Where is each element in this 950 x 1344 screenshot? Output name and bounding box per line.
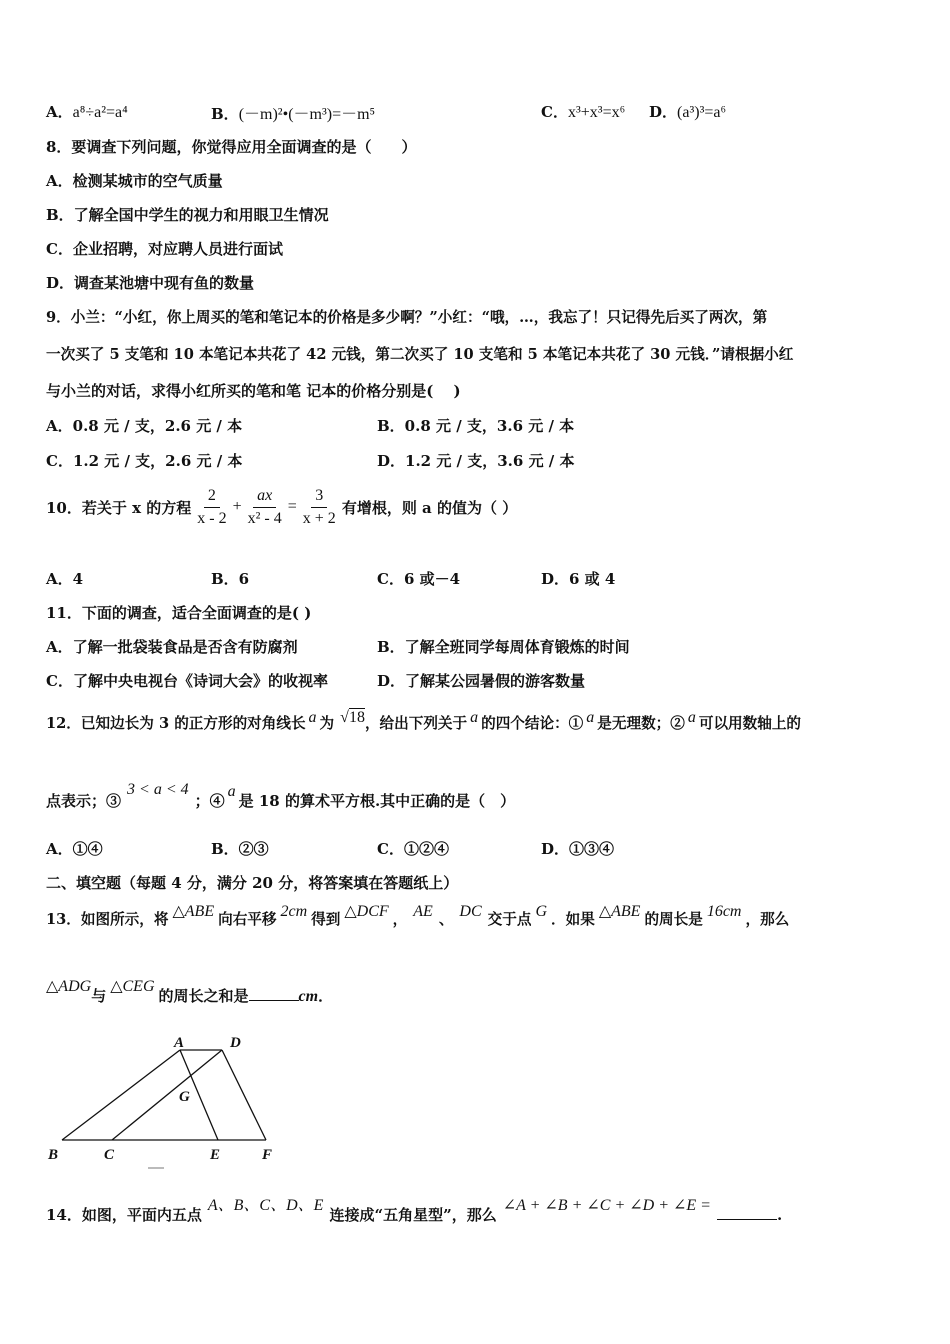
q12-text-3: ，给出下列关于	[364, 715, 468, 732]
q14-angle-sum: ∠A + ∠B + ∠C + ∠D + ∠E =	[502, 1197, 711, 1214]
q9-stem-line3: 与小兰的对话，求得小红所买的笔和笔 记本的价格分别是( )	[46, 382, 461, 400]
q10-f1-den: x - 2	[197, 509, 227, 527]
q13-text-8: 的周长是	[644, 911, 703, 928]
section-2-heading: 二、填空题（每题 4 分，满分 20 分，将答案填在答题纸上）	[46, 874, 459, 892]
q13-figure	[40, 1028, 300, 1178]
q13-stem-line2	[46, 978, 334, 1006]
q10-f3-num: 3	[311, 485, 327, 508]
q8-option-c: C．企业招聘，对应聘人员进行面试	[46, 240, 283, 258]
q14-text-1: 14．如图，平面内五点	[46, 1206, 202, 1224]
q10-f1-num: 2	[204, 485, 220, 508]
q11-option-d: D．了解某公园暑假的游客数量	[377, 672, 586, 690]
q10-f2-den: x² - 4	[247, 509, 282, 527]
q13-text-1: 13．如图所示，将	[46, 911, 169, 928]
q13-tri-adg: △ADG	[46, 978, 92, 995]
q13-tri-abe: △ABE	[172, 903, 215, 920]
segment-ba	[62, 1050, 180, 1140]
label-c: C	[104, 1147, 115, 1163]
q12-sqrt-18: 18	[348, 709, 365, 726]
q13-seg-dc: DC	[459, 903, 482, 920]
q13-tri-abe-2: △ABE	[598, 903, 641, 920]
label-a: A	[174, 1035, 185, 1051]
q7-option-d	[649, 101, 726, 122]
q12-option-d: D．①③④	[541, 840, 615, 858]
q7-option-a-letter: A．	[46, 103, 73, 121]
q14-points: A、B、C、D、E	[207, 1197, 324, 1214]
q10-f3-den: x + 2	[302, 509, 336, 527]
q14-end: .	[776, 1206, 783, 1224]
q10-fraction-2	[244, 485, 286, 530]
q13-text-5: 、	[438, 911, 454, 928]
q12-text-9: 是 18 的算术平方根.其中正确的是（ ）	[238, 792, 516, 810]
q12-stem-line1: 12．已知边长为 3 的正方形的对角线长 a 为 √18，给出下列关于 a 的四个结论：① a 是无理数；② a 可以用数轴上的	[46, 709, 802, 732]
q10-equals: =	[287, 498, 297, 515]
q10-suffix: 有增根，则 a 的值为（ ）	[341, 498, 518, 517]
q7-option-b-letter: B．	[211, 105, 239, 123]
q12-text-8: ；④	[194, 792, 225, 810]
q11-option-c: C．了解中央电视台《诗词大会》的收视率	[46, 672, 328, 690]
q10-option-a: A．4	[46, 570, 84, 588]
q13-stem-line1	[46, 903, 790, 929]
q9-option-d: D．1.2 元 / 支，3.6 元 / 本	[377, 452, 575, 470]
q11-stem: 11．下面的调查，适合全面调查的是( )	[46, 604, 312, 622]
label-b: B	[48, 1147, 59, 1163]
q12-var-a-2: a	[470, 709, 479, 726]
q13-text-11: 的周长之和是	[158, 987, 249, 1005]
q12-var-a-3: a	[586, 709, 595, 726]
q9-option-c: C．1.2 元 / 支，2.6 元 / 本	[46, 452, 243, 470]
q8-stem: 8．要调查下列问题，你觉得应用全面调查的是（ ）	[46, 138, 417, 156]
q13-text-4: ，	[392, 911, 408, 928]
q12-text-5: 是无理数；②	[597, 715, 685, 732]
label-e: E	[210, 1147, 221, 1163]
q14-stem	[46, 1197, 783, 1225]
q12-option-c: C．①②④	[377, 840, 449, 858]
q10-stem	[46, 482, 517, 532]
q7-option-b-text: (－m)²•(－m³)=－m⁵	[238, 106, 376, 123]
q11-option-b: B．了解全班同学每周体育锻炼的时间	[377, 638, 630, 656]
q11-option-a: A．了解一批袋装食品是否含有防腐剂	[46, 638, 298, 656]
q13-end: ．	[318, 987, 334, 1005]
q14-text-2: 连接成“五角星型”，那么	[329, 1206, 497, 1224]
q7-option-c-text: x³+x³=x⁶	[567, 104, 626, 121]
segment-df	[222, 1050, 266, 1140]
q12-text-6: 可以用数轴上的	[698, 715, 802, 732]
q7-option-c-letter: C．	[541, 103, 568, 121]
q12-var-a-4: a	[687, 709, 696, 726]
q9-option-a: A．0.8 元 / 支，2.6 元 / 本	[46, 417, 243, 435]
q10-fraction-1	[193, 485, 230, 530]
q13-seg-ae: AE	[413, 903, 433, 920]
q7-option-d-text: (a³)³=a⁶	[677, 104, 727, 121]
q13-tri-dcf: △DCF	[344, 903, 389, 920]
q14-answer-blank[interactable]	[717, 1219, 777, 1220]
q13-point-g: G	[535, 903, 548, 920]
q13-perimeter: 16cm	[706, 903, 742, 920]
q8-option-b: B．了解全国中学生的视力和用眼卫生情况	[46, 206, 329, 224]
q7-option-a-text: a⁸÷a²=a⁴	[72, 104, 128, 121]
q10-f2-num: ax	[253, 485, 276, 508]
q7-option-d-letter: D．	[649, 103, 678, 121]
q13-answer-blank[interactable]	[249, 1000, 299, 1001]
q12-text-7: 点表示；③	[46, 792, 122, 810]
label-d: D	[230, 1035, 241, 1051]
q12-inequality: 3 < a < 4	[127, 781, 189, 798]
q12-text-4: 的四个结论：①	[481, 715, 584, 732]
q9-stem-line1: 9．小兰：“小红，你上周买的笔和笔记本的价格是多少啊？”小红：“哦，…，我忘了！只记得先后买了两次，第	[46, 309, 768, 326]
q13-text-6: 交于点	[487, 911, 532, 928]
q12-var-a-1: a	[308, 709, 317, 726]
q10-plus: +	[232, 498, 242, 515]
label-g: G	[179, 1089, 190, 1105]
q12-option-a: A．①④	[46, 840, 103, 858]
q10-option-b: B．6	[211, 570, 250, 588]
q8-option-d: D．调查某池塘中现有鱼的数量	[46, 274, 255, 292]
q10-prefix: 10．若关于 x 的方程	[46, 498, 192, 517]
q10-fraction-3	[299, 485, 340, 530]
q9-stem-line2: 一次买了 5 支笔和 10 本笔记本共花了 42 元钱，第二次买了 10 支笔和 5 本笔记本共花了 30 元钱．”请根据小红	[46, 346, 794, 363]
q10-option-c: C．6 或－4	[377, 570, 461, 588]
q10-option-d: D．6 或 4	[541, 570, 616, 588]
q12-text-2: 为	[319, 715, 335, 732]
q12-stem-line2	[46, 781, 516, 811]
q13-tri-ceg: △CEG	[110, 978, 155, 995]
q12-option-b: B．②③	[211, 840, 269, 858]
q13-shift: 2cm	[280, 903, 308, 920]
q7-options	[46, 101, 128, 122]
q13-text-3: 得到	[311, 911, 341, 928]
q9-option-b: B．0.8 元 / 支，3.6 元 / 本	[377, 417, 575, 435]
q13-unit: cm	[298, 988, 319, 1005]
q13-text-9: ，那么	[745, 911, 790, 928]
label-f: F	[262, 1147, 273, 1163]
q13-text-7: ．如果	[551, 911, 595, 928]
q7-option-b	[211, 101, 375, 124]
q12-var-a-5: a	[227, 783, 236, 800]
segment-cd	[112, 1050, 222, 1140]
q12-text-1: 12．已知边长为 3 的正方形的对角线长	[46, 715, 306, 732]
q13-text-10: 与	[91, 987, 107, 1005]
q7-option-c	[541, 101, 625, 122]
q13-text-2: 向右平移	[218, 911, 277, 928]
q8-option-a: A．检测某城市的空气质量	[46, 172, 223, 190]
